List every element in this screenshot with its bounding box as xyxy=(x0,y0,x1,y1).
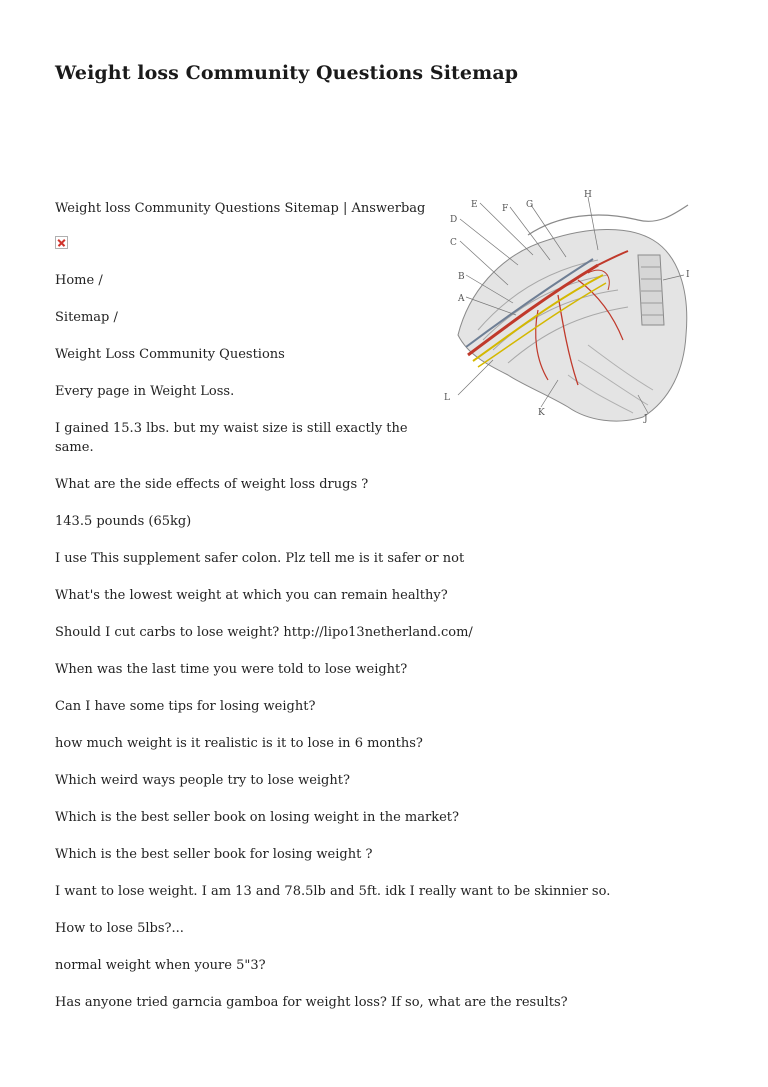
broken-image-icon xyxy=(55,236,68,249)
question-link[interactable]: What are the side effects of weight loss drugs ? xyxy=(55,477,369,492)
question-link[interactable]: When was the last time you were told to lose weight? xyxy=(55,662,408,677)
breadcrumb-sitemap[interactable]: Sitemap / xyxy=(55,310,118,325)
figure-label-j: J xyxy=(644,414,648,424)
question-link[interactable]: 143.5 pounds (65kg) xyxy=(55,514,192,529)
figure-label-c: C xyxy=(450,238,457,248)
question-link[interactable]: Which is the best seller book for losing weight ? xyxy=(55,847,373,862)
breadcrumb-section[interactable]: Weight Loss Community Questions xyxy=(55,347,285,362)
figure-label-h: H xyxy=(584,190,592,200)
page-title: Weight loss Community Questions Sitemap xyxy=(55,62,519,84)
question-link[interactable]: How to lose 5lbs?... xyxy=(55,921,184,936)
figure-label-l: L xyxy=(444,393,450,403)
question-link[interactable]: Which is the best seller book on losing weight in the market? xyxy=(55,810,459,825)
figure-label-i: I xyxy=(686,270,690,280)
figure-label-k: K xyxy=(538,408,545,418)
figure-label-b: B xyxy=(458,272,465,282)
question-link[interactable]: how much weight is it realistic is it to lose in 6 months? xyxy=(55,736,423,751)
breadcrumb-home[interactable]: Home / xyxy=(55,273,103,288)
figure-label-d: D xyxy=(450,215,458,225)
figure-label-g: G xyxy=(526,200,534,210)
question-link[interactable]: Has anyone tried garncia gamboa for weight loss? If so, what are the results? xyxy=(55,995,568,1010)
source-line: Weight loss Community Questions Sitemap | Answerbag xyxy=(55,201,426,216)
figure-label-e: E xyxy=(471,200,478,210)
page-description: Every page in Weight Loss. xyxy=(55,384,235,399)
question-link[interactable]: I want to lose weight. I am 13 and 78.5lb and 5ft. idk I really want to be skinnier so. xyxy=(55,884,611,899)
question-link[interactable]: I use This supplement safer colon. Plz tell me is it safer or not xyxy=(55,551,465,566)
question-link[interactable]: Should I cut carbs to lose weight? http://lipo13netherland.com/ xyxy=(55,625,473,640)
question-link[interactable]: I gained 15.3 lbs. but my waist size is still exactly the same. xyxy=(55,421,408,455)
question-link[interactable]: Can I have some tips for losing weight? xyxy=(55,699,316,714)
figure-label-f: F xyxy=(502,204,509,214)
page-content xyxy=(55,199,715,1030)
question-link[interactable]: Which weird ways people try to lose weight? xyxy=(55,773,350,788)
figure-label-a: A xyxy=(458,294,465,304)
question-link[interactable]: normal weight when youre 5"3? xyxy=(55,958,266,973)
question-link[interactable]: What's the lowest weight at which you can remain healthy? xyxy=(55,588,448,603)
